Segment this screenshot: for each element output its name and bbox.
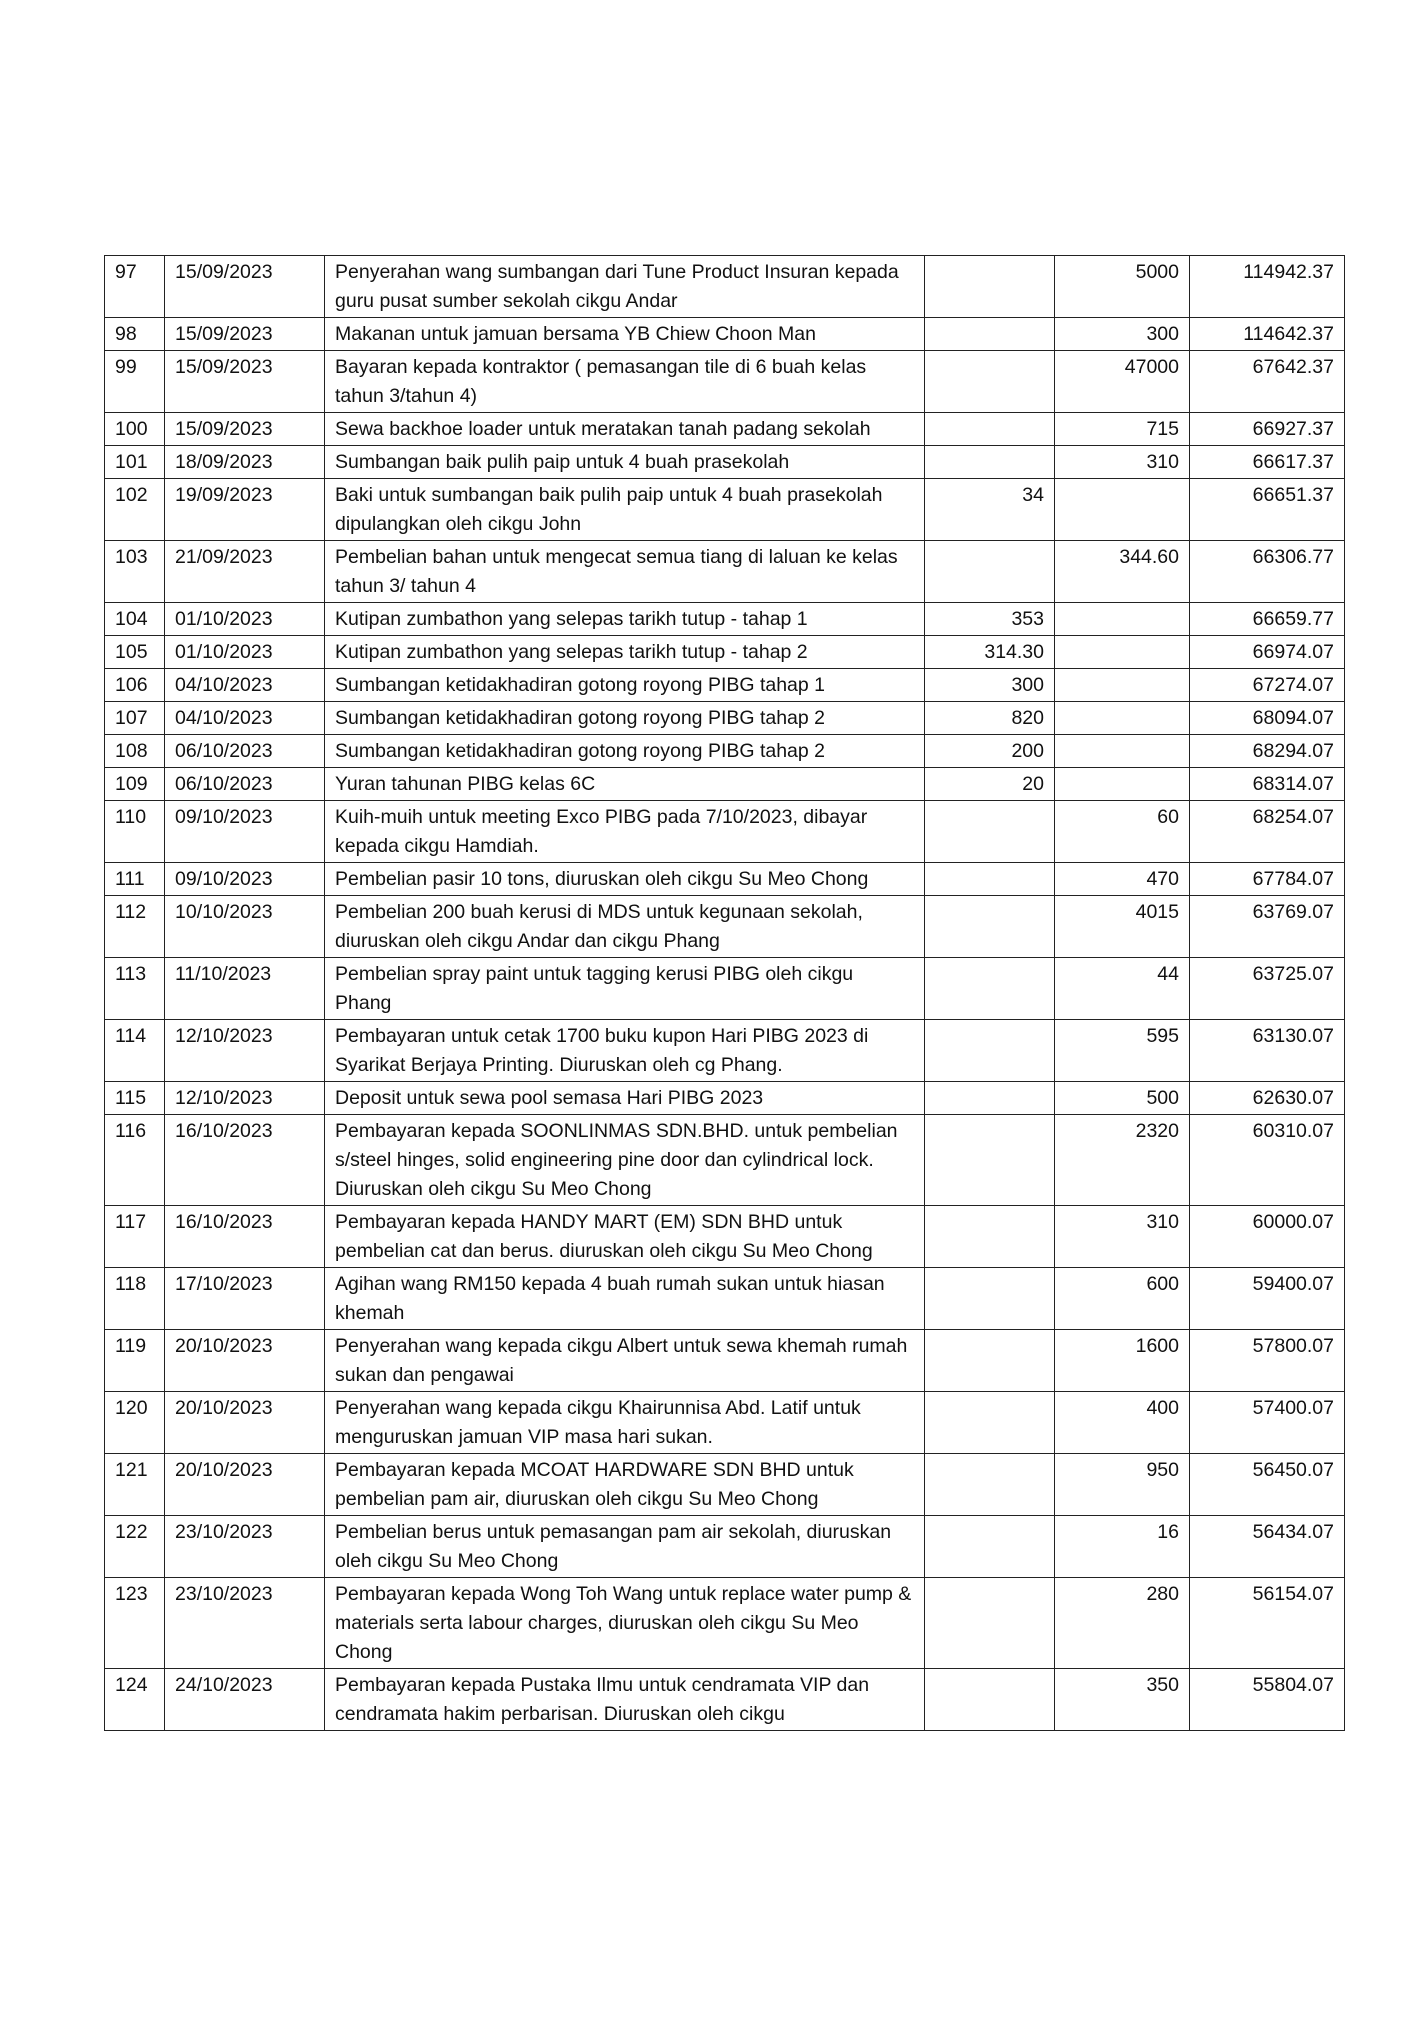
row-date: 09/10/2023 xyxy=(165,801,325,863)
row-description: Penyerahan wang kepada cikgu Khairunnisa Abd. Latif untuk menguruskan jamuan VIP masa hari sukan. xyxy=(325,1392,925,1454)
row-date: 21/09/2023 xyxy=(165,541,325,603)
row-expense xyxy=(1055,603,1190,636)
row-income xyxy=(925,863,1055,896)
row-description: Pembayaran kepada HANDY MART (EM) SDN BHD untuk pembelian cat dan berus. diuruskan oleh cikgu Su Meo Chong xyxy=(325,1206,925,1268)
row-description: Sumbangan ketidakhadiran gotong royong PIBG tahap 2 xyxy=(325,702,925,735)
row-date: 15/09/2023 xyxy=(165,318,325,351)
row-balance: 66617.37 xyxy=(1190,446,1345,479)
row-description: Pembayaran kepada Pustaka Ilmu untuk cendramata VIP dan cendramata hakim perbarisan. Diuruskan oleh cikgu xyxy=(325,1669,925,1731)
row-description: Sumbangan ketidakhadiran gotong royong PIBG tahap 1 xyxy=(325,669,925,702)
table-row xyxy=(105,1516,1345,1578)
row-expense: 1600 xyxy=(1055,1330,1190,1392)
row-description: Sumbangan baik pulih paip untuk 4 buah prasekolah xyxy=(325,446,925,479)
row-expense: 4015 xyxy=(1055,896,1190,958)
row-date: 20/10/2023 xyxy=(165,1330,325,1392)
row-income xyxy=(925,446,1055,479)
row-date: 01/10/2023 xyxy=(165,603,325,636)
row-balance: 63130.07 xyxy=(1190,1020,1345,1082)
row-income: 300 xyxy=(925,669,1055,702)
row-income xyxy=(925,413,1055,446)
row-description: Makanan untuk jamuan bersama YB Chiew Choon Man xyxy=(325,318,925,351)
row-description: Kuih-muih untuk meeting Exco PIBG pada 7/10/2023, dibayar kepada cikgu Hamdiah. xyxy=(325,801,925,863)
row-number: 109 xyxy=(105,768,165,801)
row-date: 16/10/2023 xyxy=(165,1206,325,1268)
row-expense xyxy=(1055,479,1190,541)
row-number: 107 xyxy=(105,702,165,735)
row-balance: 56434.07 xyxy=(1190,1516,1345,1578)
row-date: 06/10/2023 xyxy=(165,768,325,801)
row-number: 110 xyxy=(105,801,165,863)
row-income xyxy=(925,1454,1055,1516)
row-expense: 47000 xyxy=(1055,351,1190,413)
table-row xyxy=(105,351,1345,413)
row-balance: 55804.07 xyxy=(1190,1669,1345,1731)
ledger-body xyxy=(105,256,1345,1731)
table-row xyxy=(105,541,1345,603)
row-income xyxy=(925,801,1055,863)
row-date: 11/10/2023 xyxy=(165,958,325,1020)
row-number: 98 xyxy=(105,318,165,351)
row-number: 112 xyxy=(105,896,165,958)
row-expense: 2320 xyxy=(1055,1115,1190,1206)
row-expense xyxy=(1055,669,1190,702)
row-balance: 59400.07 xyxy=(1190,1268,1345,1330)
row-number: 123 xyxy=(105,1578,165,1669)
row-number: 121 xyxy=(105,1454,165,1516)
table-row xyxy=(105,1020,1345,1082)
row-number: 108 xyxy=(105,735,165,768)
row-description: Kutipan zumbathon yang selepas tarikh tutup - tahap 2 xyxy=(325,636,925,669)
row-expense: 5000 xyxy=(1055,256,1190,318)
row-income: 314.30 xyxy=(925,636,1055,669)
table-row xyxy=(105,1115,1345,1206)
table-row xyxy=(105,256,1345,318)
row-description: Sumbangan ketidakhadiran gotong royong PIBG tahap 2 xyxy=(325,735,925,768)
row-income xyxy=(925,896,1055,958)
row-date: 15/09/2023 xyxy=(165,413,325,446)
row-description: Penyerahan wang sumbangan dari Tune Product Insuran kepada guru pusat sumber sekolah cikgu Andar xyxy=(325,256,925,318)
row-number: 102 xyxy=(105,479,165,541)
row-expense: 350 xyxy=(1055,1669,1190,1731)
row-balance: 56154.07 xyxy=(1190,1578,1345,1669)
row-balance: 67642.37 xyxy=(1190,351,1345,413)
row-date: 12/10/2023 xyxy=(165,1082,325,1115)
row-description: Pembayaran kepada MCOAT HARDWARE SDN BHD untuk pembelian pam air, diuruskan oleh cikgu Su Meo Chong xyxy=(325,1454,925,1516)
row-income xyxy=(925,1082,1055,1115)
row-expense: 400 xyxy=(1055,1392,1190,1454)
row-balance: 68094.07 xyxy=(1190,702,1345,735)
row-number: 118 xyxy=(105,1268,165,1330)
table-row xyxy=(105,1330,1345,1392)
row-description: Penyerahan wang kepada cikgu Albert untuk sewa khemah rumah sukan dan pengawai xyxy=(325,1330,925,1392)
row-date: 04/10/2023 xyxy=(165,669,325,702)
row-description: Deposit untuk sewa pool semasa Hari PIBG 2023 xyxy=(325,1082,925,1115)
row-description: Baki untuk sumbangan baik pulih paip untuk 4 buah prasekolah dipulangkan oleh cikgu John xyxy=(325,479,925,541)
row-income: 34 xyxy=(925,479,1055,541)
row-expense: 280 xyxy=(1055,1578,1190,1669)
row-expense: 715 xyxy=(1055,413,1190,446)
table-row xyxy=(105,603,1345,636)
table-row xyxy=(105,1268,1345,1330)
row-description: Sewa backhoe loader untuk meratakan tanah padang sekolah xyxy=(325,413,925,446)
row-income xyxy=(925,1516,1055,1578)
row-number: 124 xyxy=(105,1669,165,1731)
row-expense: 300 xyxy=(1055,318,1190,351)
row-date: 20/10/2023 xyxy=(165,1392,325,1454)
table-row xyxy=(105,1082,1345,1115)
row-income xyxy=(925,1268,1055,1330)
row-balance: 68314.07 xyxy=(1190,768,1345,801)
table-row xyxy=(105,1669,1345,1731)
row-number: 114 xyxy=(105,1020,165,1082)
row-number: 122 xyxy=(105,1516,165,1578)
row-description: Pembelian pasir 10 tons, diuruskan oleh cikgu Su Meo Chong xyxy=(325,863,925,896)
table-row xyxy=(105,446,1345,479)
row-expense xyxy=(1055,768,1190,801)
row-income xyxy=(925,541,1055,603)
row-description: Pembayaran untuk cetak 1700 buku kupon Hari PIBG 2023 di Syarikat Berjaya Printing. Diuruskan oleh cg Phang. xyxy=(325,1020,925,1082)
row-income xyxy=(925,958,1055,1020)
row-date: 15/09/2023 xyxy=(165,256,325,318)
row-expense: 44 xyxy=(1055,958,1190,1020)
row-balance: 57800.07 xyxy=(1190,1330,1345,1392)
row-number: 119 xyxy=(105,1330,165,1392)
row-number: 113 xyxy=(105,958,165,1020)
row-income xyxy=(925,1392,1055,1454)
row-income: 820 xyxy=(925,702,1055,735)
row-date: 24/10/2023 xyxy=(165,1669,325,1731)
row-number: 103 xyxy=(105,541,165,603)
row-balance: 67274.07 xyxy=(1190,669,1345,702)
row-number: 97 xyxy=(105,256,165,318)
row-number: 116 xyxy=(105,1115,165,1206)
row-number: 99 xyxy=(105,351,165,413)
row-number: 105 xyxy=(105,636,165,669)
row-expense: 344.60 xyxy=(1055,541,1190,603)
row-expense: 470 xyxy=(1055,863,1190,896)
row-balance: 66306.77 xyxy=(1190,541,1345,603)
row-date: 16/10/2023 xyxy=(165,1115,325,1206)
table-row xyxy=(105,1206,1345,1268)
row-income xyxy=(925,1578,1055,1669)
table-row xyxy=(105,1392,1345,1454)
row-balance: 66974.07 xyxy=(1190,636,1345,669)
row-description: Pembayaran kepada SOONLINMAS SDN.BHD. untuk pembelian s/steel hinges, solid engineering pine door dan cylindrical lock. Diuruskan oleh cikgu Su Meo Chong xyxy=(325,1115,925,1206)
table-row xyxy=(105,479,1345,541)
row-income xyxy=(925,1206,1055,1268)
row-description: Pembelian spray paint untuk tagging kerusi PIBG oleh cikgu Phang xyxy=(325,958,925,1020)
row-balance: 68254.07 xyxy=(1190,801,1345,863)
table-row xyxy=(105,702,1345,735)
row-date: 23/10/2023 xyxy=(165,1578,325,1669)
ledger-table xyxy=(104,255,1345,1731)
row-description: Pembelian berus untuk pemasangan pam air sekolah, diuruskan oleh cikgu Su Meo Chong xyxy=(325,1516,925,1578)
row-description: Kutipan zumbathon yang selepas tarikh tutup - tahap 1 xyxy=(325,603,925,636)
row-expense: 500 xyxy=(1055,1082,1190,1115)
row-expense xyxy=(1055,702,1190,735)
row-number: 115 xyxy=(105,1082,165,1115)
row-expense: 595 xyxy=(1055,1020,1190,1082)
table-row xyxy=(105,1454,1345,1516)
row-income: 200 xyxy=(925,735,1055,768)
row-balance: 60310.07 xyxy=(1190,1115,1345,1206)
row-number: 111 xyxy=(105,863,165,896)
row-date: 09/10/2023 xyxy=(165,863,325,896)
row-description: Agihan wang RM150 kepada 4 buah rumah sukan untuk hiasan khemah xyxy=(325,1268,925,1330)
row-balance: 66651.37 xyxy=(1190,479,1345,541)
row-income xyxy=(925,1669,1055,1731)
row-date: 19/09/2023 xyxy=(165,479,325,541)
row-number: 117 xyxy=(105,1206,165,1268)
row-date: 12/10/2023 xyxy=(165,1020,325,1082)
row-date: 17/10/2023 xyxy=(165,1268,325,1330)
row-description: Pembayaran kepada Wong Toh Wang untuk replace water pump & materials serta labour charges, diuruskan oleh cikgu Su Meo Chong xyxy=(325,1578,925,1669)
row-number: 106 xyxy=(105,669,165,702)
row-balance: 114642.37 xyxy=(1190,318,1345,351)
row-income: 20 xyxy=(925,768,1055,801)
row-balance: 60000.07 xyxy=(1190,1206,1345,1268)
row-income xyxy=(925,1115,1055,1206)
table-row xyxy=(105,636,1345,669)
row-balance: 66927.37 xyxy=(1190,413,1345,446)
row-income xyxy=(925,1020,1055,1082)
row-expense: 310 xyxy=(1055,446,1190,479)
row-expense: 60 xyxy=(1055,801,1190,863)
table-row xyxy=(105,1578,1345,1669)
row-description: Yuran tahunan PIBG kelas 6C xyxy=(325,768,925,801)
row-balance: 62630.07 xyxy=(1190,1082,1345,1115)
row-balance: 114942.37 xyxy=(1190,256,1345,318)
row-date: 06/10/2023 xyxy=(165,735,325,768)
row-date: 04/10/2023 xyxy=(165,702,325,735)
table-row xyxy=(105,863,1345,896)
row-income xyxy=(925,318,1055,351)
row-expense xyxy=(1055,636,1190,669)
row-balance: 67784.07 xyxy=(1190,863,1345,896)
row-balance: 66659.77 xyxy=(1190,603,1345,636)
row-number: 104 xyxy=(105,603,165,636)
row-number: 101 xyxy=(105,446,165,479)
row-income xyxy=(925,1330,1055,1392)
table-row xyxy=(105,801,1345,863)
row-date: 20/10/2023 xyxy=(165,1454,325,1516)
row-number: 120 xyxy=(105,1392,165,1454)
row-balance: 68294.07 xyxy=(1190,735,1345,768)
row-income: 353 xyxy=(925,603,1055,636)
table-row xyxy=(105,735,1345,768)
row-date: 23/10/2023 xyxy=(165,1516,325,1578)
row-date: 10/10/2023 xyxy=(165,896,325,958)
table-row xyxy=(105,896,1345,958)
row-date: 15/09/2023 xyxy=(165,351,325,413)
row-number: 100 xyxy=(105,413,165,446)
table-row xyxy=(105,958,1345,1020)
row-expense: 310 xyxy=(1055,1206,1190,1268)
row-expense: 600 xyxy=(1055,1268,1190,1330)
row-balance: 63725.07 xyxy=(1190,958,1345,1020)
row-description: Pembelian 200 buah kerusi di MDS untuk kegunaan sekolah, diuruskan oleh cikgu Andar dan cikgu Phang xyxy=(325,896,925,958)
row-income xyxy=(925,351,1055,413)
table-row xyxy=(105,669,1345,702)
row-expense: 16 xyxy=(1055,1516,1190,1578)
row-balance: 56450.07 xyxy=(1190,1454,1345,1516)
table-row xyxy=(105,768,1345,801)
row-description: Bayaran kepada kontraktor ( pemasangan tile di 6 buah kelas tahun 3/tahun 4) xyxy=(325,351,925,413)
row-expense: 950 xyxy=(1055,1454,1190,1516)
row-date: 18/09/2023 xyxy=(165,446,325,479)
row-expense xyxy=(1055,735,1190,768)
row-balance: 63769.07 xyxy=(1190,896,1345,958)
row-income xyxy=(925,256,1055,318)
row-balance: 57400.07 xyxy=(1190,1392,1345,1454)
table-row xyxy=(105,413,1345,446)
row-date: 01/10/2023 xyxy=(165,636,325,669)
table-row xyxy=(105,318,1345,351)
row-description: Pembelian bahan untuk mengecat semua tiang di laluan ke kelas tahun 3/ tahun 4 xyxy=(325,541,925,603)
